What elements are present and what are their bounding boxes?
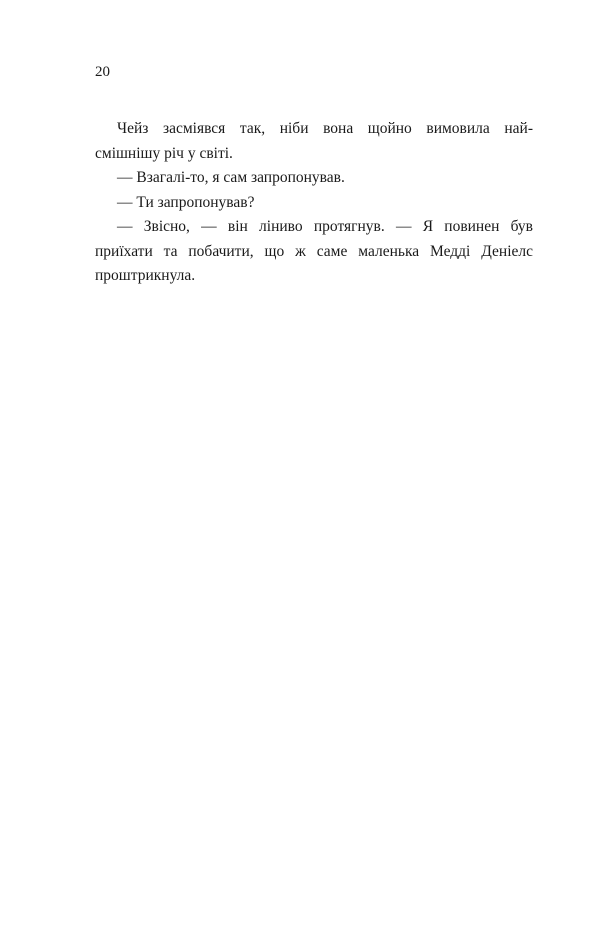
text-line-4: — Ти запропонував? xyxy=(117,193,255,211)
text-line-2: смішнішу річ у світі. xyxy=(95,144,233,162)
body-text xyxy=(95,117,533,289)
text-line-1: Чейз засміявся так, ніби вона щойно вимовила най- xyxy=(117,120,533,137)
text-line-7: проштрикнула. xyxy=(95,267,196,284)
text-line-5: — Звісно, — він ліниво протягнув. — Я повинен був xyxy=(117,218,533,235)
page-number: 20 xyxy=(95,64,110,80)
text-line-3: — Взагалі-то, я сам запропонував. xyxy=(117,169,345,186)
text-line-6: приїхати та побачити, що ж саме маленька Медді Деніелс xyxy=(95,242,533,260)
